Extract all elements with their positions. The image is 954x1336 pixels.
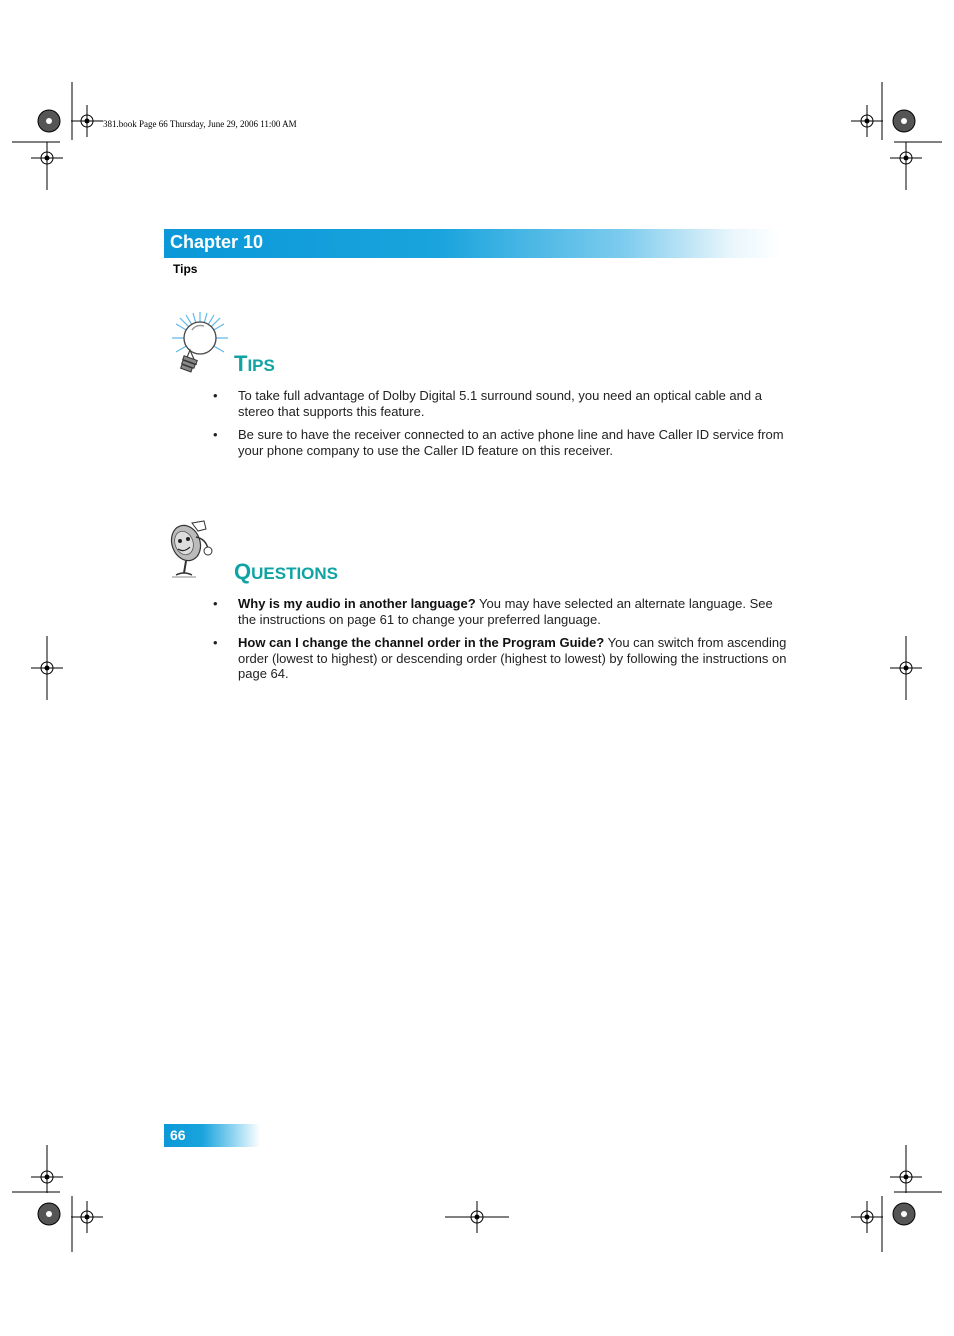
page-number: 66 (170, 1127, 186, 1143)
bullet: • (213, 635, 218, 650)
list-item (213, 596, 793, 627)
answer-text: You can switch from ascending order (lowest to highest) or descending order (highest to lowest) by following the instructions on page 64. (238, 635, 787, 681)
list-item (213, 635, 793, 682)
tip-text: Be sure to have the receiver connected to an active phone line and have Caller ID service from your phone company to use the Caller ID feature on this receiver. (238, 427, 784, 458)
tips-list (213, 388, 793, 466)
questions-heading-rest: UESTIONS (251, 564, 339, 583)
lightbulb-icon (166, 310, 230, 376)
tip-text: To take full advantage of Dolby Digital 5.1 surround sound, you need an optical cable and a stereo that supports this feature. (238, 388, 762, 419)
tips-heading-rest: IPS (247, 356, 275, 375)
book-print-header: 381.book Page 66 Thursday, June 29, 2006 11:00 AM (103, 119, 297, 129)
bullet: • (213, 596, 218, 611)
question-text: Why is my audio in another language? (238, 596, 476, 611)
list-item (213, 427, 793, 458)
question-text: How can I change the channel order in the Program Guide? (238, 635, 605, 650)
answer-text: You may have selected an alternate language. See the instructions on page 61 to change your preferred language. (238, 596, 773, 627)
questions-heading (234, 560, 338, 587)
satellite-dish-mascot-icon (164, 517, 224, 581)
questions-list (213, 596, 793, 690)
chapter-title: Chapter 10 (170, 232, 264, 252)
list-item (213, 388, 793, 419)
questions-heading-initial: Q (234, 559, 252, 584)
tips-heading (234, 352, 275, 379)
bullet: • (213, 388, 218, 403)
tips-heading-initial: T (234, 351, 248, 376)
section-tag: Tips (173, 262, 198, 276)
bullet: • (213, 427, 218, 442)
